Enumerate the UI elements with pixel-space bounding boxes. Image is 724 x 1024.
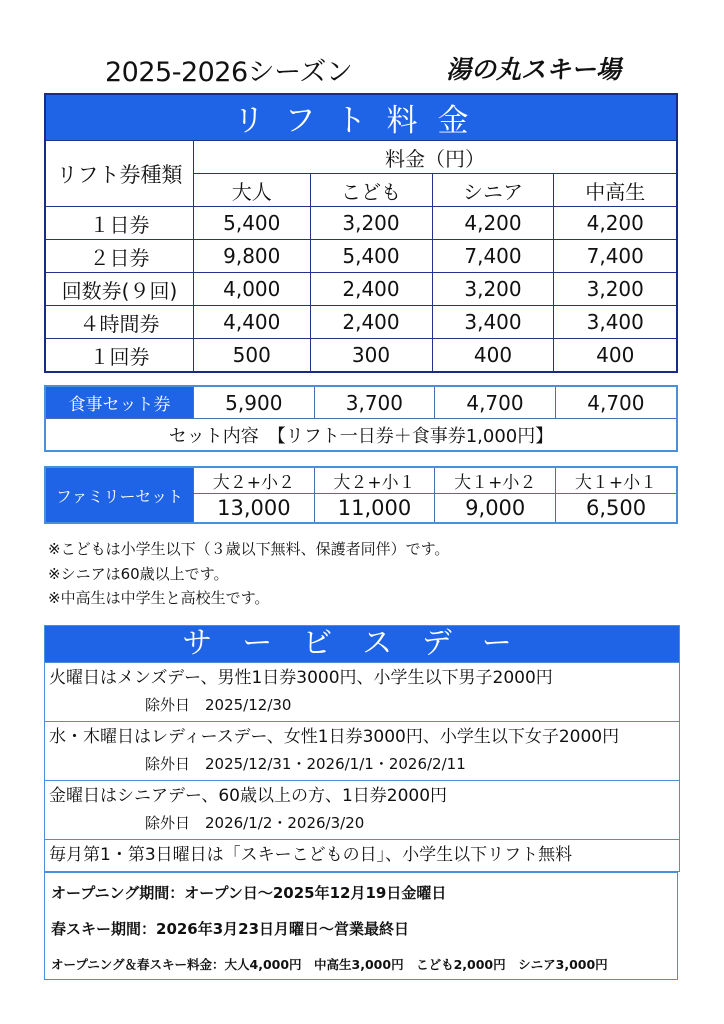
table-row xyxy=(45,339,677,373)
price-cell: 300 xyxy=(310,339,432,373)
price-cell: 9,800 xyxy=(194,240,311,273)
service-item-text: 金曜日はシニアデー、60歳以上の方、1日券2000円 xyxy=(49,786,448,806)
price-cell: 400 xyxy=(554,339,677,373)
meal-set-table xyxy=(44,385,678,452)
price-cell: 3,700 xyxy=(314,386,435,419)
price-cell: 2,400 xyxy=(310,306,432,339)
note-line: ※シニアは60歳以上です。 xyxy=(48,564,229,583)
row-label: １日券 xyxy=(45,207,194,240)
fee-header: 料金（円） xyxy=(194,141,678,174)
price-cell: 4,400 xyxy=(194,306,311,339)
price-cell: 5,400 xyxy=(310,240,432,273)
meal-set-content: セット内容 【リフト一日券＋食事券1,000円】 xyxy=(45,419,677,452)
price-cell: 3,200 xyxy=(310,207,432,240)
price-cell: 11,000 xyxy=(314,494,435,524)
price-cell: 4,200 xyxy=(554,207,677,240)
col-student: 中高生 xyxy=(554,174,677,207)
price-cell: 9,000 xyxy=(435,494,556,524)
lift-fee-table xyxy=(44,93,678,373)
row-label: ２日券 xyxy=(45,240,194,273)
row-label: １回券 xyxy=(45,339,194,373)
season-period-box xyxy=(44,872,678,980)
family-combo-header: 大２+小２ xyxy=(194,467,315,494)
price-cell: 3,400 xyxy=(432,306,554,339)
price-cell: 13,000 xyxy=(194,494,315,524)
price-cell: 400 xyxy=(432,339,554,373)
table-row xyxy=(45,273,677,306)
col-adult: 大人 xyxy=(194,174,311,207)
price-cell: 500 xyxy=(194,339,311,373)
service-day-title: サービスデー xyxy=(45,626,679,662)
service-item xyxy=(45,721,679,780)
price-cell: 4,000 xyxy=(194,273,311,306)
table-row xyxy=(45,207,677,240)
price-cell: 7,400 xyxy=(554,240,677,273)
note-line: ※中高生は中学生と高校生です。 xyxy=(48,589,270,607)
lift-fee-title: リフト料金 xyxy=(45,94,677,141)
exclusion-dates: 除外日 2025/12/30 xyxy=(145,696,292,714)
family-set-table xyxy=(44,466,678,524)
table-row xyxy=(45,240,677,273)
exclusion-dates: 除外日 2025/12/31・2026/1/1・2026/2/11 xyxy=(145,755,466,773)
service-day-box xyxy=(44,625,680,872)
col-child: こども xyxy=(310,174,432,207)
spring-period: 春スキー期間：2026年3月23日月曜日～営業最終日 xyxy=(51,920,410,938)
price-cell: 4,700 xyxy=(435,386,556,419)
price-cell: 3,200 xyxy=(432,273,554,306)
col-senior: シニア xyxy=(432,174,554,207)
family-combo-header: 大１+小２ xyxy=(435,467,556,494)
season-title: 2025-2026シーズン xyxy=(105,57,353,88)
row-label: ４時間券 xyxy=(45,306,194,339)
row-label: 回数券(９回) xyxy=(45,273,194,306)
price-cell: 4,700 xyxy=(555,386,677,419)
ski-area-logo: 湯の丸スキー場 xyxy=(446,55,622,84)
service-item-text: 水・木曜日はレディースデー、女性1日券3000円、小学生以下女子2000円 xyxy=(49,727,620,747)
price-cell: 2,400 xyxy=(310,273,432,306)
exclusion-dates: 除外日 2026/1/2・2026/3/20 xyxy=(145,814,365,832)
service-item-text: 毎月第1・第3日曜日は「スキーこどもの日」、小学生以下リフト無料 xyxy=(49,845,573,865)
service-item xyxy=(45,662,679,721)
ticket-type-header: リフト券種類 xyxy=(45,141,194,207)
family-set-label: ファミリーセット xyxy=(45,467,194,523)
note-line: ※こどもは小学生以下（３歳以下無料、保護者同伴）です。 xyxy=(48,540,450,558)
family-combo-header: 大１+小１ xyxy=(556,467,677,494)
price-cell: 5,900 xyxy=(194,386,315,419)
price-cell: 6,500 xyxy=(556,494,677,524)
price-cell: 5,400 xyxy=(194,207,311,240)
meal-set-label: 食事セット券 xyxy=(45,386,194,419)
service-item xyxy=(45,780,679,839)
price-cell: 4,200 xyxy=(432,207,554,240)
price-cell: 3,400 xyxy=(554,306,677,339)
table-row xyxy=(45,306,677,339)
opening-period: オープニング期間：オープン日～2025年12月19日金曜日 xyxy=(51,884,447,902)
family-combo-header: 大２+小１ xyxy=(314,467,435,494)
service-item xyxy=(45,839,679,871)
period-fees: オープニング＆春スキー料金：大人4,000円 中高生3,000円 こども2,000円 シニア3,000円 xyxy=(51,957,608,972)
service-item-text: 火曜日はメンズデー、男性1日券3000円、小学生以下男子2000円 xyxy=(49,668,553,688)
notes xyxy=(48,537,449,611)
price-cell: 7,400 xyxy=(432,240,554,273)
price-cell: 3,200 xyxy=(554,273,677,306)
